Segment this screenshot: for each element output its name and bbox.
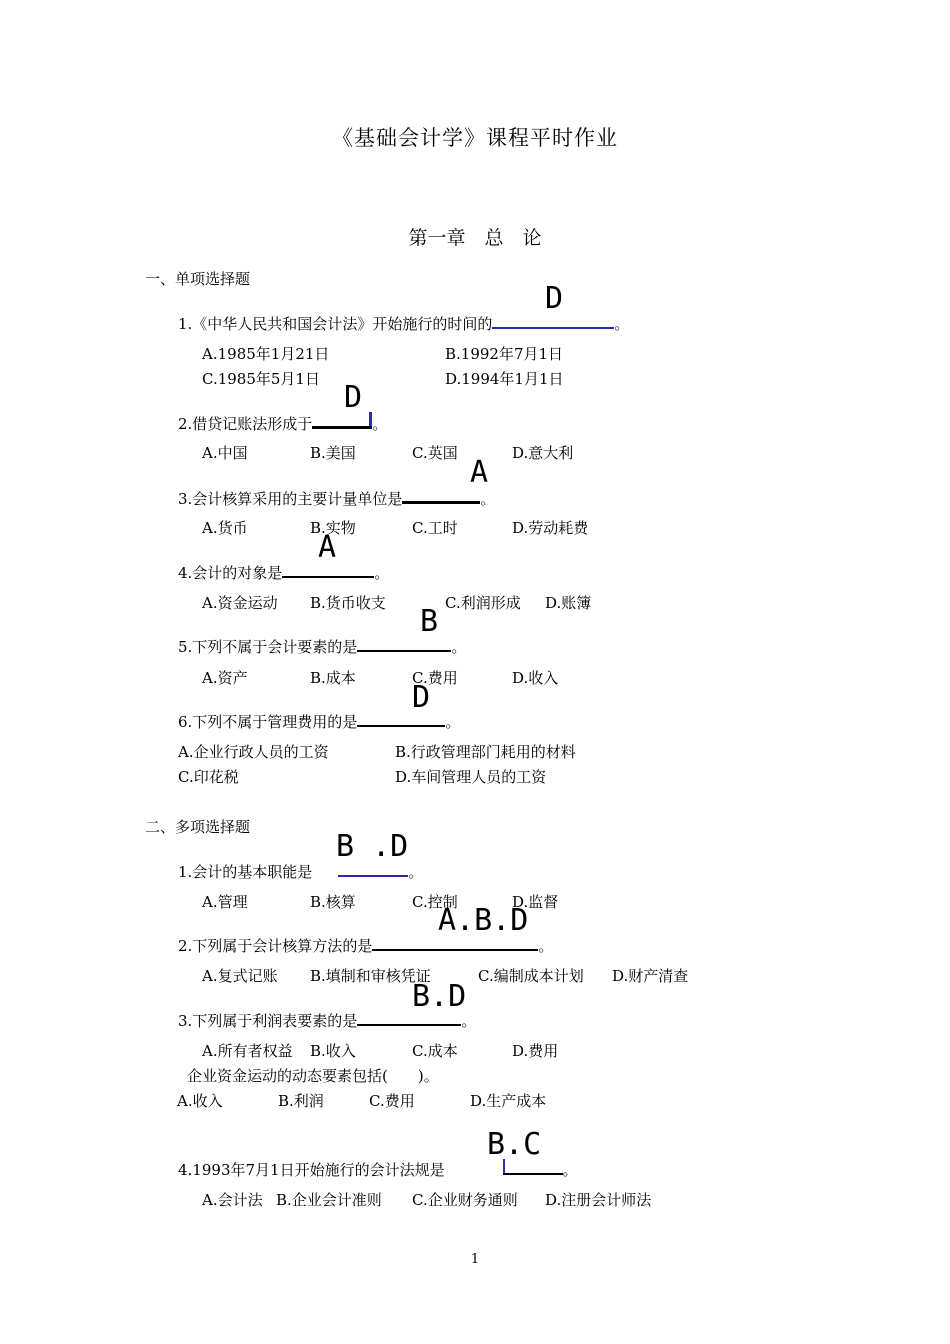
section-heading-multiple-choice: 二、多项选择题 — [145, 818, 251, 836]
answer-blank — [357, 711, 445, 727]
option: B.行政管理部门耗用的材料 — [395, 743, 576, 761]
option: B.实物 — [310, 519, 356, 537]
option: B.收入 — [310, 1042, 356, 1060]
option: A.资金运动 — [202, 594, 278, 612]
chapter-heading: 第一章 总 论 — [408, 227, 542, 249]
handwritten-answer: D — [344, 380, 363, 415]
option: B.企业会计准则 — [276, 1191, 382, 1209]
option: A.所有者权益 — [202, 1042, 293, 1060]
handwritten-answer: B.D — [412, 979, 467, 1014]
option: C.编制成本计划 — [478, 967, 584, 985]
question-text: 1.会计的基本职能是 。 — [178, 863, 424, 881]
option: C.控制 — [412, 893, 458, 911]
question-text: 2.借贷记账法形成于 。 — [178, 412, 387, 434]
option: B.美国 — [310, 444, 356, 462]
option: D.1994年1月1日 — [445, 370, 564, 388]
option: A.收入 — [177, 1092, 223, 1110]
handwritten-answer: A — [470, 455, 489, 490]
option: C.成本 — [412, 1042, 458, 1060]
option: C.1985年5月1日 — [202, 370, 320, 388]
question-text: 5.下列不属于会计要素的是 。 — [178, 638, 467, 656]
option: D.账簿 — [545, 594, 592, 612]
answer-blank — [312, 412, 372, 429]
page-number: 1 — [470, 1252, 480, 1267]
option: B.利润 — [278, 1092, 324, 1110]
handwritten-answer: D — [545, 281, 564, 316]
section-heading-single-choice: 一、单项选择题 — [145, 270, 251, 288]
option: A.资产 — [202, 669, 248, 687]
option: D.财产清查 — [612, 967, 689, 985]
option: D.意大利 — [512, 444, 574, 462]
option: C.工时 — [412, 519, 458, 537]
option: A.中国 — [202, 444, 248, 462]
question-text: 4.1993年7月1日开始施行的会计法规是 。 — [178, 1161, 578, 1179]
handwritten-answer: B .D — [336, 829, 409, 864]
question-text: 企业资金运动的动态要素包括( )。 — [187, 1067, 439, 1085]
option: A.企业行政人员的工资 — [178, 743, 329, 761]
option: D.生产成本 — [470, 1092, 547, 1110]
answer-blank — [402, 487, 480, 504]
option: B.货币收支 — [310, 594, 386, 612]
question-text: 1.《中华人民共和国会计法》开始施行的时间的 。 — [178, 315, 630, 333]
handwritten-answer: B — [420, 604, 439, 639]
option: C.费用 — [369, 1092, 415, 1110]
option: B.1992年7月1日 — [445, 345, 564, 363]
option: A.会计法 — [202, 1191, 263, 1209]
handwritten-answer: A.B.D — [438, 903, 529, 938]
option: C.利润形成 — [445, 594, 521, 612]
option: B.成本 — [310, 669, 356, 687]
option: C.印花税 — [178, 768, 239, 786]
option: A.复式记账 — [202, 967, 278, 985]
question-text: 3.下列属于利润表要素的是 。 — [178, 1012, 477, 1030]
question-text: 6.下列不属于管理费用的是 。 — [178, 713, 461, 731]
option: D.劳动耗费 — [512, 519, 589, 537]
option: A.管理 — [202, 893, 248, 911]
option: D.监督 — [512, 893, 559, 911]
option: B.核算 — [310, 893, 356, 911]
handwritten-answer: D — [412, 680, 431, 715]
option: A.1985年1月21日 — [202, 345, 330, 363]
option: C.企业财务通则 — [412, 1191, 518, 1209]
question-text: 3.会计核算采用的主要计量单位是 。 — [178, 487, 495, 509]
document-title: 《基础会计学》课程平时作业 — [332, 126, 618, 150]
option: C.英国 — [412, 444, 458, 462]
option: C.费用 — [412, 669, 458, 687]
option: D.注册会计师法 — [545, 1191, 652, 1209]
handwritten-answer: A — [318, 530, 337, 565]
question-text: 4.会计的对象是 。 — [178, 564, 390, 582]
option: D.费用 — [512, 1042, 559, 1060]
option: A.货币 — [202, 519, 248, 537]
handwritten-answer: B.C — [487, 1127, 542, 1162]
option: D.收入 — [512, 669, 559, 687]
question-text: 2.下列属于会计核算方法的是 。 — [178, 937, 554, 955]
option: D.车间管理人员的工资 — [395, 768, 547, 786]
option: B.填制和审核凭证 — [310, 967, 431, 985]
